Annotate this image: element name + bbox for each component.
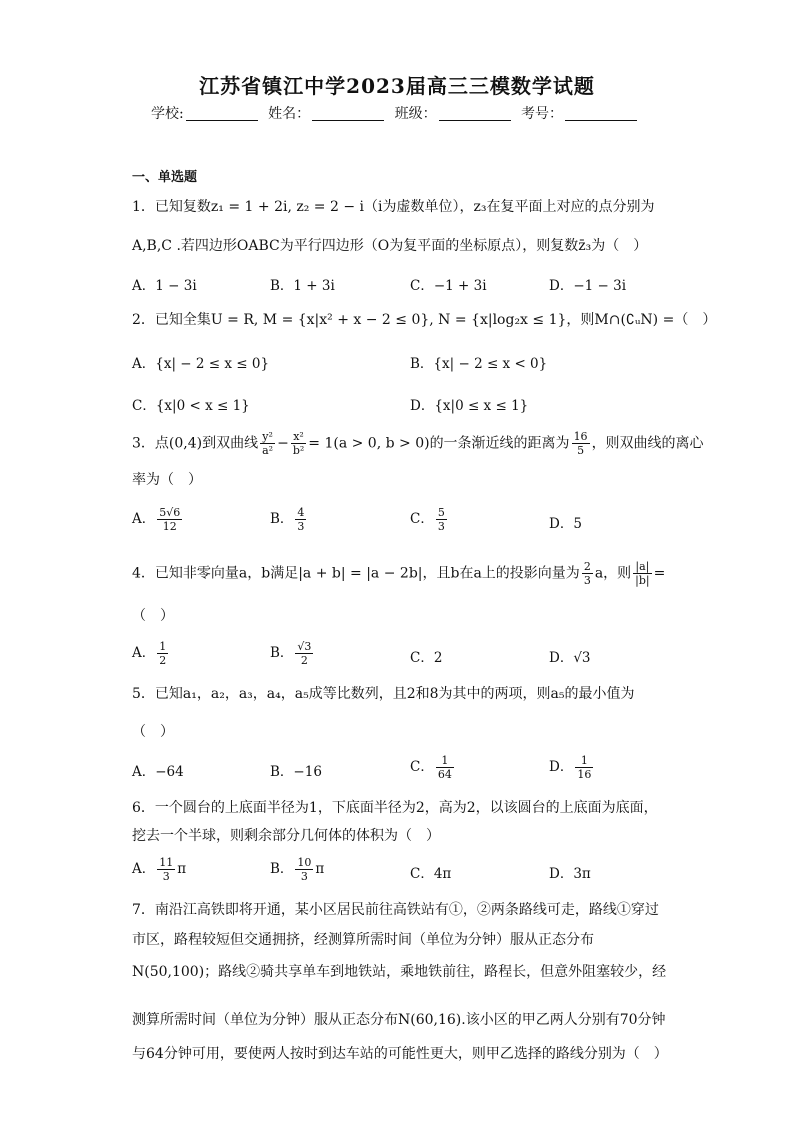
q7-line2: 市区，路程较短但交通拥挤，经测算所需时间（单位为分钟）服从正态分布: [132, 932, 594, 948]
distance-num: 16: [573, 430, 588, 443]
q6-line1: 6．一个圆台的上底面半径为1，下底面半径为2，高为2，以该圆台的上底面为底面，: [132, 800, 658, 816]
q3-option-c-label: C．: [410, 511, 434, 527]
name-blank: [312, 106, 384, 121]
q4-text-c: =: [653, 565, 666, 582]
q3-option-a-label: A．: [132, 511, 156, 527]
projection-fraction: [582, 560, 593, 587]
q5-option-d-den: 16: [577, 768, 592, 781]
q2-option-c: C．{x|0 < x ≤ 1}: [132, 398, 250, 414]
q3-option-b-label: B．: [270, 511, 294, 527]
hyperbola-fraction-2: [291, 430, 306, 457]
q4-text-a: 4．已知非零向量a，b满足|a + b| = |a − 2b|，且b在a上的投影向量为: [132, 565, 580, 582]
q5-option-b: B．−16: [270, 764, 322, 780]
q2-options-row2: [132, 394, 692, 418]
q5-option-d-label: D．: [549, 759, 574, 775]
school-field: [151, 103, 258, 123]
q4-option-c: C．2: [410, 650, 443, 666]
q3-option-b: [270, 506, 308, 533]
q3-line2: 率为（ ）: [132, 472, 202, 488]
q3-option-c: [410, 506, 449, 533]
q5-option-d-fraction: [575, 754, 593, 781]
q3-option-d: D．5: [549, 516, 582, 532]
class-field: [395, 103, 511, 123]
q4-line2: （ ）: [132, 608, 174, 624]
q5-options: [132, 754, 692, 784]
q6-option-b-pi: π: [315, 861, 325, 877]
q6-option-b: [270, 856, 324, 883]
q3-option-a-fraction: [157, 506, 182, 533]
hyperbola-minus: −: [277, 435, 289, 452]
q3-option-b-den: 3: [297, 520, 305, 533]
hyperbola-fraction-1: [260, 430, 275, 457]
q5-option-c-num: 1: [436, 754, 454, 768]
q5-line1: 5．已知a₁，a₂，a₃，a₄，a₅成等比数列，且2和8为其中的两项，则a₅的最小值为: [132, 686, 635, 702]
q2-line1: 2．已知全集U = R, M = {x|x² + x − 2 ≤ 0}, N = {x|log₂x ≤ 1}，则M∩(∁ᵤN) =（ ）: [132, 312, 717, 328]
q2-option-a: A．{x| − 2 ≤ x ≤ 0}: [132, 356, 270, 372]
q6-option-a-label: A．: [132, 861, 156, 877]
school-label: 学校:: [150, 106, 184, 122]
q6-option-a: [132, 856, 186, 883]
name-field: [268, 103, 384, 123]
q7-line3: N(50,100)；路线②骑共享单车到地铁站，乘地铁前往，路程长，但意外阻塞较少，经: [132, 964, 667, 980]
q6-option-b-fraction: [295, 856, 313, 883]
q4-option-a: [132, 640, 170, 667]
projection-den: 3: [583, 574, 591, 587]
q3-options: [132, 506, 692, 536]
exam-no-blank: [565, 106, 637, 121]
q3-option-c-fraction: [436, 506, 447, 533]
q2-options-row1: [132, 352, 692, 376]
q3-option-a-den: 12: [162, 520, 177, 533]
q2-option-d: D．{x|0 ≤ x ≤ 1}: [410, 398, 529, 414]
ratio-num: |a|: [633, 560, 651, 574]
q6-option-b-label: B．: [270, 861, 294, 877]
q5-option-c-label: C．: [410, 759, 434, 775]
hyperbola-num-2: x²: [291, 430, 306, 444]
q4-option-a-label: A．: [132, 645, 156, 661]
q1-line2: A,B,C .若四边形OABC为平行四边形（O为复平面的坐标原点），则复数z̄₃为（ ）: [132, 238, 648, 254]
hyperbola-den-1: a²: [262, 444, 274, 457]
hyperbola-den-2: b²: [292, 444, 305, 457]
q7-line4: 测算所需时间（单位为分钟）服从正态分布N(60,16).该小区的甲乙两人分别有70分钟: [132, 1012, 666, 1028]
q4-option-a-num: 1: [159, 640, 167, 653]
q3-option-c-num: 5: [437, 506, 445, 519]
distance-den: 5: [577, 444, 585, 457]
q5-option-d: [549, 754, 595, 781]
q1-line1: 1．已知复数z₁ = 1 + 2i, z₂ = 2 − i（i为虚数单位），z₃在复平面上对应的点分别为: [132, 199, 655, 215]
name-label: 姓名：: [268, 106, 311, 122]
q6-options: [132, 856, 692, 886]
q5-option-c-fraction: [436, 754, 454, 781]
q6-option-a-num: 11: [159, 856, 174, 869]
q3-line1: [132, 430, 704, 457]
projection-num: 2: [583, 560, 591, 573]
q3-option-c-den: 3: [437, 520, 445, 533]
hyperbola-num-1: y²: [260, 430, 275, 444]
q4-option-b-num: √3: [297, 640, 312, 653]
q4-text-b: a，则: [594, 565, 632, 582]
q6-line2: 挖去一个半球，则剩余部分几何体的体积为（ ）: [132, 828, 440, 844]
q6-option-a-fraction: [157, 856, 175, 883]
q3-option-a-num: 5√6: [159, 506, 181, 519]
q4-option-b-den: 2: [300, 654, 308, 667]
q4-line1: [132, 560, 665, 587]
q6-option-a-pi: π: [177, 861, 187, 877]
exam-title: 江苏省镇江中学2023届高三三模数学试题: [199, 74, 595, 98]
q1-option-c: C．−1 + 3i: [410, 278, 487, 294]
q4-options: [132, 640, 692, 670]
class-label: 班级：: [394, 106, 437, 122]
q4-option-b-fraction: [295, 640, 313, 667]
q6-option-c: C．4π: [410, 866, 452, 882]
class-blank: [439, 106, 511, 121]
q3-option-b-fraction: [295, 506, 306, 533]
magnitude-ratio-fraction: [633, 560, 651, 587]
q1-options: [132, 274, 692, 298]
section-heading: 一、单选题: [132, 170, 198, 185]
exam-no-field: [521, 103, 637, 123]
q3-option-b-num: 4: [297, 506, 305, 519]
q4-option-a-den: 2: [159, 654, 167, 667]
q4-option-b: [270, 640, 315, 667]
q7-line5: 与64分钟可用，要使两人按时到达车站的可能性更大，则甲乙选择的路线分别为（ ）: [132, 1046, 668, 1062]
student-info-line: [0, 103, 794, 123]
ratio-den: |b|: [635, 574, 650, 587]
distance-fraction: [572, 430, 590, 457]
q2-option-b: B．{x| − 2 ≤ x < 0}: [410, 356, 548, 372]
q5-option-a: A．−64: [132, 764, 184, 780]
q1-option-a: A．1 − 3i: [132, 278, 197, 294]
q7-line1: 7．南沿江高铁即将开通，某小区居民前往高铁站有①，②两条路线可走，路线①穿过: [132, 902, 659, 918]
q6-option-b-den: 3: [300, 870, 308, 883]
q4-option-a-fraction: [157, 640, 168, 667]
q1-option-b: B．1 + 3i: [270, 278, 335, 294]
q6-option-a-den: 3: [162, 870, 170, 883]
q3-text-a: 3．点(0,4)到双曲线: [132, 435, 259, 452]
q1-option-d: D．−1 − 3i: [549, 278, 627, 294]
school-blank: [186, 106, 258, 121]
q5-option-c-den: 64: [437, 768, 452, 781]
q6-option-d: D．3π: [549, 866, 591, 882]
q5-option-d-num: 1: [575, 754, 593, 768]
q3-option-a: [132, 506, 184, 533]
q4-option-d: D．√3: [549, 650, 591, 666]
q5-line2: （ ）: [132, 724, 174, 740]
q3-text-c: ，则双曲线的离心: [591, 435, 704, 452]
q5-option-c: [410, 754, 456, 781]
exam-no-label: 考号：: [521, 106, 564, 122]
q6-option-b-num: 10: [297, 856, 312, 869]
q4-option-b-label: B．: [270, 645, 294, 661]
q3-text-b: = 1(a > 0, b > 0)的一条渐近线的距离为: [308, 435, 570, 452]
